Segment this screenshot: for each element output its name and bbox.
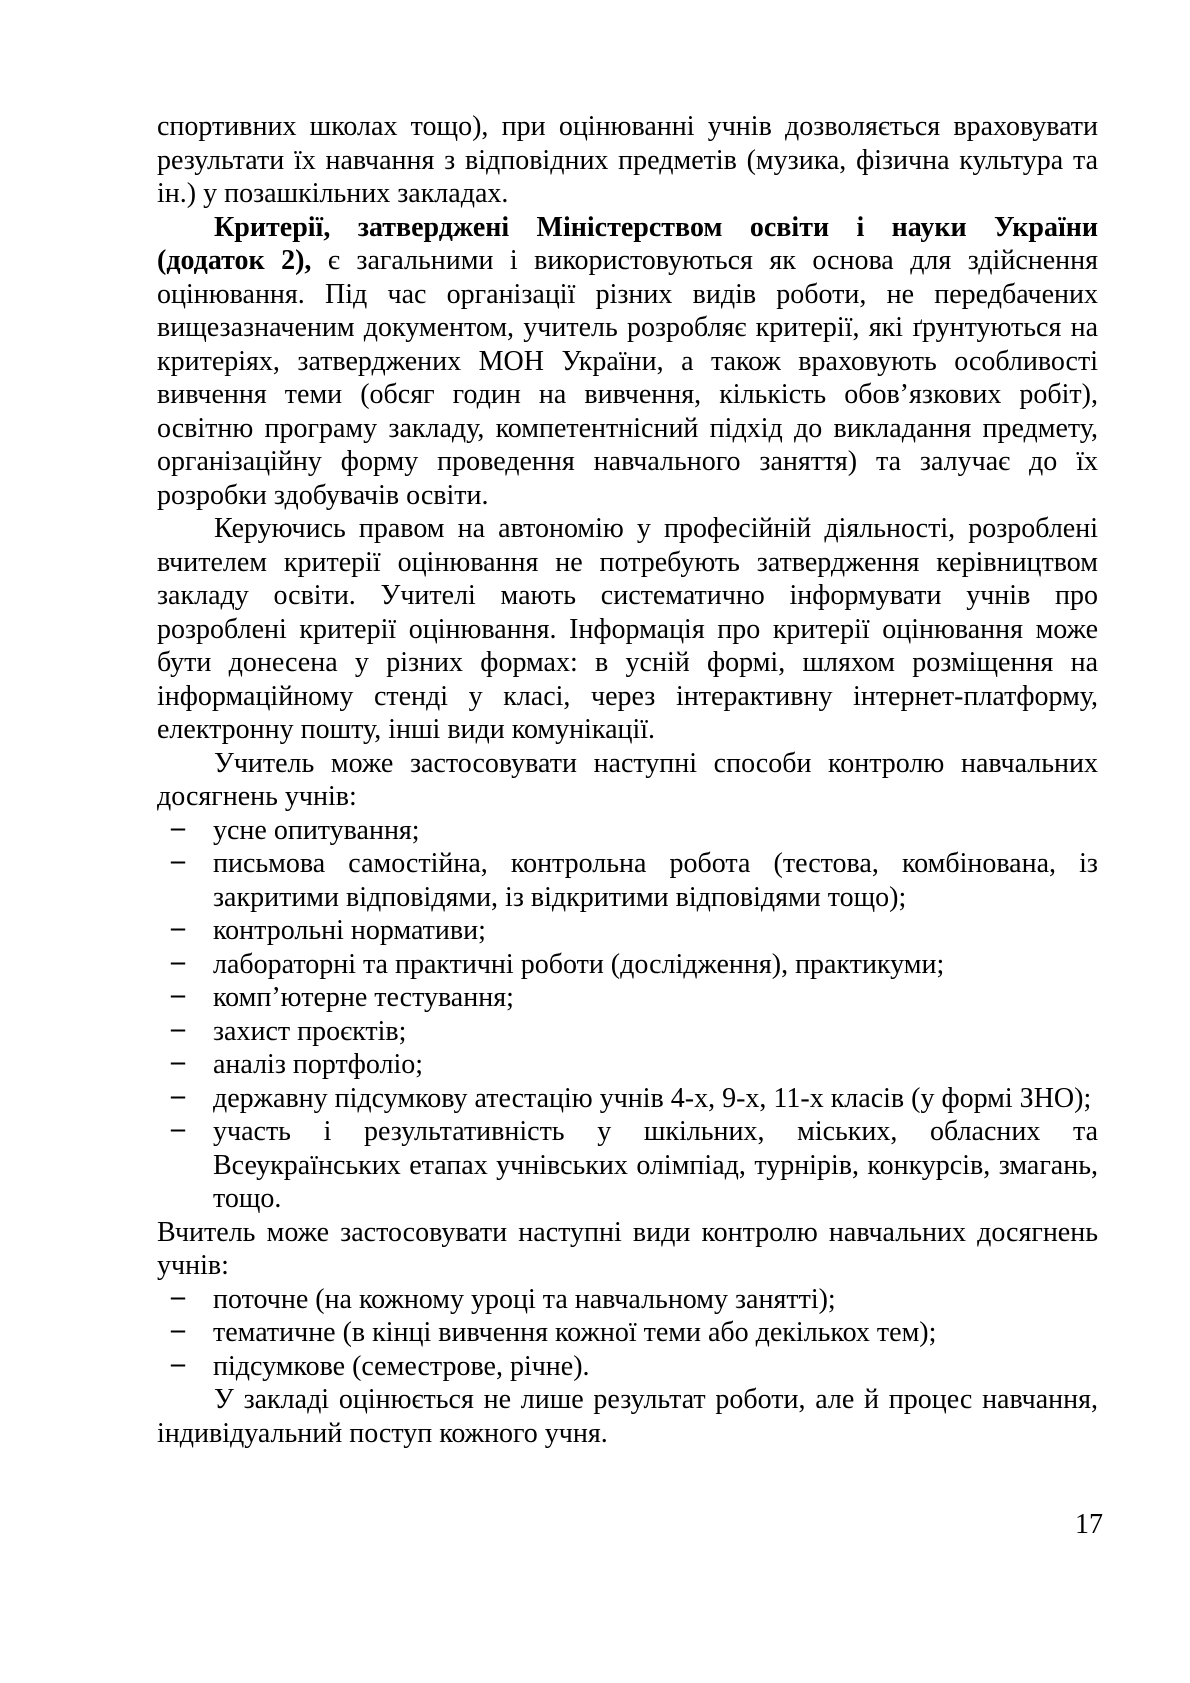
text-segment: освітню програму закладу, компетентнісний підхід до викладання предмету, [157,412,1098,444]
text-segment: досягнень учнів: [157,781,357,812]
list-item [157,1048,1098,1082]
text-segment: розробки здобувачів освіти. [157,479,489,511]
text-line [213,1283,1098,1317]
text-line [157,211,1098,245]
text-line [213,1182,1098,1216]
text-line [157,412,1098,446]
list-item [157,945,1098,982]
text-line [157,512,1098,546]
text-line [157,613,1098,647]
text-line [157,579,1098,613]
text-line [213,948,1098,982]
text-line [213,1015,1098,1049]
text-line [157,110,1098,144]
list-item [157,981,1098,1015]
dash-list-marker-icon: – [171,1113,185,1144]
text-segment: ін.) у позашкільних закладах. [157,178,509,209]
text-line [157,747,1098,781]
text-line [157,680,1098,714]
dash-list-marker-icon: – [171,1079,185,1111]
dash-list-marker-icon: – [171,1012,185,1044]
paragraph [157,512,1098,747]
paragraph [157,747,1098,814]
bold-text-segment: Критерії, затверджені Міністерством освіти і науки України [214,211,1098,243]
text-segment: вищезазначеним документом, учитель розробляє критерії, які ґрунтуються на [157,312,1098,343]
list-item [157,1115,1098,1216]
text-line [157,278,1098,312]
list-item [157,1079,1098,1116]
text-line [157,479,1098,513]
dash-list-marker-icon: – [171,945,185,977]
text-line [213,1115,1098,1149]
text-line [157,713,1098,747]
dash-list-marker-icon: – [171,811,185,843]
text-segment: бути донесена у різних формах: в усній формі, шляхом розміщення на [157,647,1098,678]
text-line [213,914,1098,948]
text-line [157,780,1098,814]
list-item [157,1347,1098,1384]
text-segment: лабораторні та практичні роботи (дослідження), практикуми; [213,948,945,980]
dash-list-marker-icon: – [171,845,185,876]
text-segment: тематичне (в кінці вивчення кожної теми або декількох тем); [213,1317,937,1348]
paragraph [157,110,1098,211]
text-segment: контрольні нормативи; [213,915,486,946]
text-line [157,546,1098,580]
text-segment: спортивних школах тощо), при оцінюванні учнів дозволяється враховувати [157,111,1098,142]
text-segment: закритими відповідями, із відкритими відповідями тощо); [213,881,907,913]
text-segment: інформаційному стенді у класі, через інтерактивну інтернет-платформу, [157,680,1098,712]
text-line [157,1216,1098,1250]
text-segment: поточне (на кожному уроці та навчальному занятті); [213,1283,836,1315]
text-segment: вивчення теми (обсяг годин на вивчення, кількість обов’язкових робіт), [157,379,1098,410]
text-segment: державну підсумкову атестацію учнів 4-х, 9-х, 11-х класів (у формі ЗНО); [213,1082,1092,1114]
dash-list-marker-icon: – [171,1046,185,1077]
text-segment: вчителем критерії оцінювання не потребують затвердження керівництвом [157,546,1098,578]
text-segment: учнів: [157,1250,229,1281]
list-item [157,1280,1098,1317]
dash-list-marker-icon: – [171,1347,185,1379]
text-segment: результати їх навчання з відповідних предметів (музика, фізична культура та [157,144,1098,176]
paragraph [157,1216,1098,1283]
text-line [157,646,1098,680]
paragraph [157,1383,1098,1450]
list-item [157,1012,1098,1049]
dash-list-marker-icon: – [171,912,185,943]
text-segment: організаційну форму проведення навчального заняття) та залучає до їх [157,446,1098,477]
text-segment: захист проєктів; [213,1015,407,1047]
text-line [157,1417,1098,1451]
text-segment: участь і результативність у шкільних, міських, обласних та [213,1116,1098,1147]
text-line [157,445,1098,479]
text-segment: комп’ютерне тестування; [213,982,514,1013]
text-segment: підсумкове (семестрове, річне). [213,1350,590,1382]
text-line [213,847,1098,881]
text-line [213,1149,1098,1183]
text-line [157,177,1098,211]
text-segment: Всеукраїнських етапах учнівських олімпіад, турнірів, конкурсів, змагань, [213,1149,1098,1181]
text-line [157,144,1098,178]
page-number: 17 [1075,1509,1103,1540]
text-segment: індивідуальний поступ кожного учня. [157,1417,608,1449]
text-segment: оцінювання. Під час організації різних видів роботи, не передбачених [157,278,1098,310]
text-segment: електронну пошту, інші види комунікації. [157,714,656,745]
document-content [157,110,1098,1450]
list-item [157,847,1098,914]
list-item [157,914,1098,948]
dash-list-marker-icon: – [171,979,185,1010]
list-item [157,811,1098,848]
dash-list-marker-icon: – [171,1314,185,1345]
paragraph [157,211,1098,513]
text-line [157,1249,1098,1283]
text-line [157,345,1098,379]
text-line [213,1048,1098,1082]
text-segment: розроблені критерії оцінювання. Інформація про критерії оцінювання може [157,613,1098,645]
text-segment: Керуючись правом на автономію у професійній діяльності, розроблені [214,513,1098,544]
list-item [157,1316,1098,1350]
text-segment: усне опитування; [213,814,420,846]
text-line [213,1082,1098,1116]
bold-text-segment: (додаток 2), [157,245,312,276]
text-line [213,881,1098,915]
text-segment: закладу освіти. Учителі мають систематично інформувати учнів про [157,580,1098,611]
text-segment: критеріях, затверджених МОН України, а також враховують особливості [157,345,1098,377]
text-segment: У закладі оцінюється не лише результат роботи, але й процес навчання, [214,1384,1098,1415]
text-line [213,981,1098,1015]
text-line [213,1316,1098,1350]
text-segment: Вчитель може застосовувати наступні види контролю навчальних досягнень [157,1216,1098,1248]
text-line [157,378,1098,412]
text-segment: є загальними і використовуються як основа для здійснення [311,245,1099,276]
dash-list-marker-icon: – [171,1280,185,1312]
text-line [157,311,1098,345]
text-line [213,1350,1098,1384]
text-segment: письмова самостійна, контрольна робота (тестова, комбінована, із [213,848,1098,879]
text-segment: аналіз портфоліо; [213,1049,424,1080]
text-line [213,814,1098,848]
text-segment: тощо. [213,1183,282,1214]
text-segment: Учитель може застосовувати наступні способи контролю навчальних [214,747,1098,779]
text-line [157,1383,1098,1417]
text-line [157,244,1098,278]
